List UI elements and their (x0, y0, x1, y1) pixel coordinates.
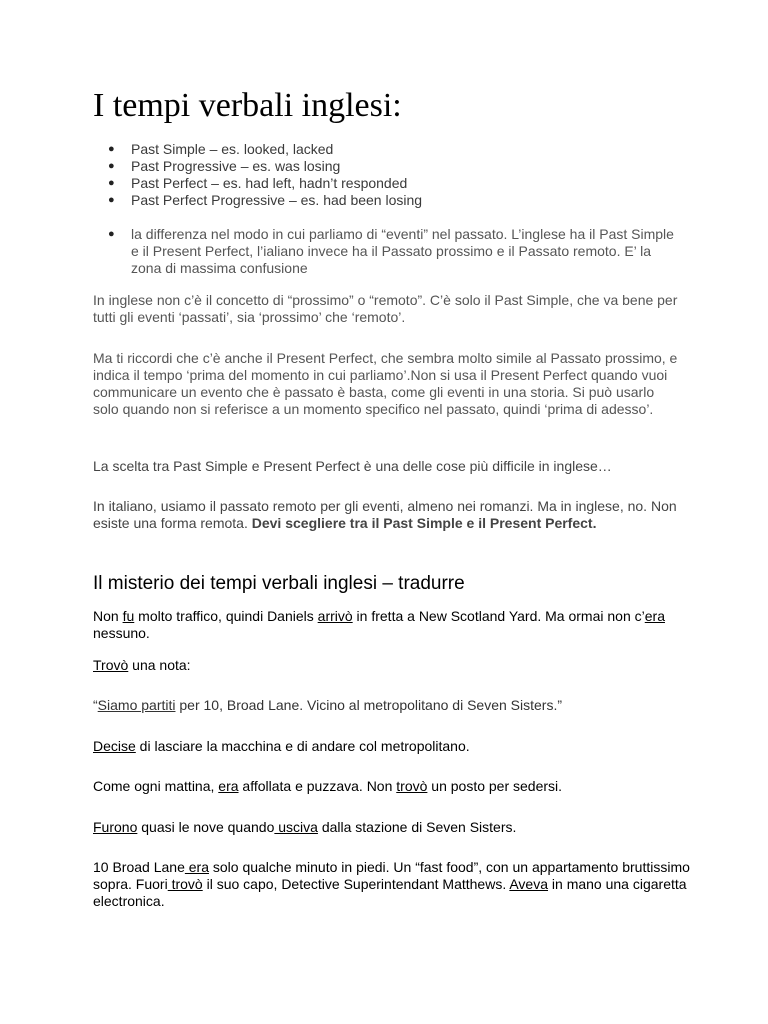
underlined-verb: fu (122, 608, 135, 624)
underlined-verb: Aveva (509, 876, 549, 892)
story-text: di lasciare la macchina e di andare col metropolitano. (135, 738, 470, 754)
list-item (93, 175, 683, 192)
list-item-text: la differenza nel modo in cui parliamo di “eventi” nel passato. L’inglese ha il Past Simple e il Present Perfect, l’ialiano invece ha il Passato prossimo e il Passato remoto. E’ la zona di massima confusione (131, 226, 674, 276)
underlined-verb: Trovò (93, 657, 129, 673)
bullet-icon: ● (108, 143, 115, 155)
underlined-verb: arrivò (317, 608, 353, 624)
underlined-verb: Decise (93, 738, 136, 754)
story-paragraph (93, 697, 693, 714)
story-text: in fretta a New Scotland Yard. Ma ormai non c’ (352, 608, 645, 624)
story-text: “ (93, 697, 98, 713)
story-paragraph (93, 859, 693, 910)
story-paragraph (93, 608, 693, 642)
story-paragraph (93, 778, 693, 795)
story-text: in mano una cigaretta electronica. (93, 876, 687, 909)
paragraph-bold-text: Devi scegliere tra il Past Simple e il Present Perfect. (251, 515, 597, 531)
paragraph-text: In italiano, usiamo il passato remoto per gli eventi, almeno nei romanzi. Ma in inglese, no. Non esiste una forma remota. (93, 498, 677, 531)
story-text: quasi le nove quando (137, 819, 275, 835)
list-item-text: Past Perfect – es. had left, hadn’t responded (131, 175, 408, 191)
underlined-verb: era (644, 608, 665, 624)
bullet-icon: ● (108, 160, 115, 172)
story-text: Non (93, 608, 123, 624)
story-text: affollata e puzzava. Non (238, 778, 397, 794)
bullet-icon: ● (108, 228, 115, 240)
list-item-note (93, 226, 683, 277)
underlined-verb: Furono (93, 819, 138, 835)
list-item (93, 192, 683, 209)
story-text: nessuno. (93, 625, 150, 641)
paragraph-present-perfect: Ma ti riccordi che c’è anche il Present Perfect, che sembra molto simile al Passato prossimo, e indica il tempo ‘prima del momento in cui parliamo’.Non si usa il Present Perfect quando vuoi communicare un evento che è passato è basta, come gli eventi in una storia. Si può usarlo solo quando non si referisce a un momento specifico nel passato, quindi ‘prima di adesso’. (93, 350, 678, 417)
bullet-icon: ● (108, 194, 115, 206)
story-text: dalla stazione di Seven Sisters. (317, 819, 517, 835)
list-item-text: Past Perfect Progressive – es. had been losing (131, 192, 423, 208)
paragraph-italiano (93, 498, 683, 532)
underlined-verb: trovò (396, 778, 428, 794)
story-text: il suo capo, Detective Superintendant Matthews. (202, 876, 510, 892)
underlined-verb: Siamo partiti (97, 697, 176, 713)
story-paragraph (93, 657, 693, 674)
paragraph-scelta: La scelta tra Past Simple e Present Perfect è una delle cose più difficile in inglese… (93, 458, 612, 474)
story-paragraph (93, 819, 693, 836)
underlined-verb: era (218, 778, 239, 794)
list-item-text: Past Progressive – es. was losing (131, 158, 341, 174)
story-text: Come ogni mattina, (93, 778, 219, 794)
story-text: per 10, Broad Lane. Vicino al metropolitano di Seven Sisters.” (175, 697, 563, 713)
underlined-verb: usciva (274, 819, 318, 835)
story-text: una nota: (128, 657, 191, 673)
section-heading: Il misterio dei tempi verbali inglesi – tradurre (93, 573, 465, 594)
tense-list (93, 141, 683, 277)
page-title: I tempi verbali inglesi: (93, 87, 402, 124)
paragraph-prossimo-remoto: In inglese non c’è il concetto di “prossimo” o “remoto”. C’è solo il Past Simple, che va bene per tutti gli eventi ‘passati’, sia ‘prossimo’ che ‘remoto’. (93, 292, 678, 325)
underlined-verb: era (184, 859, 209, 875)
story-text: un posto per sedersi. (427, 778, 563, 794)
underlined-verb: trovò (167, 876, 203, 892)
story-text: solo qualche minuto in piedi. Un “fast food”, con un appartamento bruttissimo sopra. Fuori (93, 859, 690, 892)
list-item (93, 141, 683, 158)
list-item-text: Past Simple – es. looked, lacked (131, 141, 334, 157)
list-item (93, 158, 683, 175)
story-text: molto traffico, quindi Daniels (134, 608, 318, 624)
story-paragraph (93, 738, 693, 755)
story-text: 10 Broad Lane (93, 859, 185, 875)
bullet-icon: ● (108, 177, 115, 189)
